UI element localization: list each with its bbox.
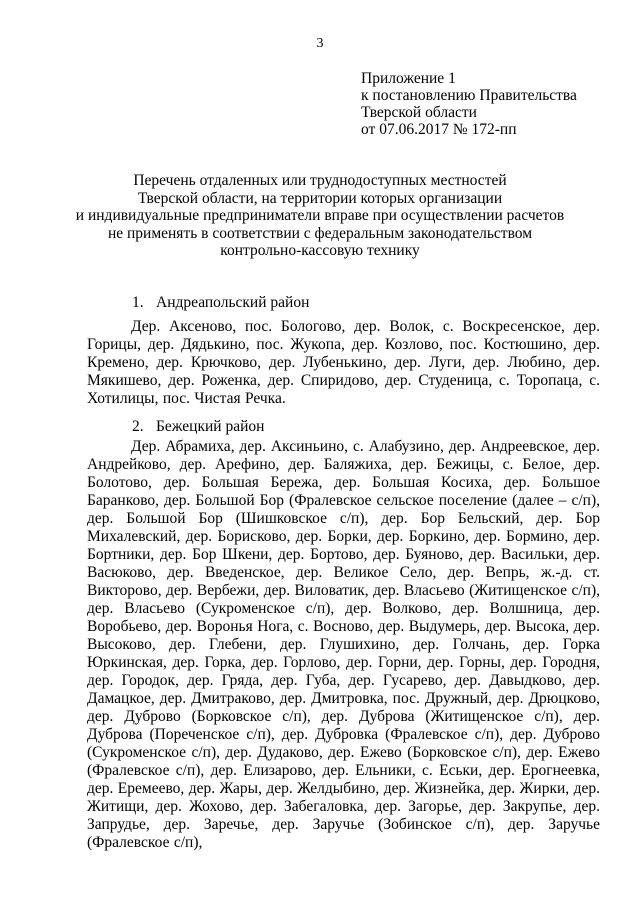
annex-line: к постановлению Правительства xyxy=(361,87,577,104)
title-line: Перечень отдаленных или труднодоступных местностей xyxy=(133,172,507,189)
section-heading-text: Андреапольский район xyxy=(156,294,310,311)
title-line: не применять в соответствии с федеральным законодательством xyxy=(107,224,533,242)
section-body: Дер. Аксеново, пос. Бологово, дер. Волок, с. Воскресенское, дер. Горицы, дер. Дядькино, пос. Жукопа, дер. Козлово, пос. Костюшино, дер. Кремено, дер. Крючково, дер. Лубенькино, дер. Луги, дер. Любино, дер. Мякишево, дер. Роженка, дер. Спиридово, дер. Студеница, с. Торопаца, с. Хотилицы, пос. Чистая Речка. xyxy=(87,318,600,407)
title-line: Тверской области, на территории которых организации xyxy=(137,189,503,207)
page-number: 3 xyxy=(316,36,324,51)
annex-line: Тверской области xyxy=(361,104,477,121)
section-heading-text: Бежецкий район xyxy=(156,418,265,435)
document-title xyxy=(40,172,600,260)
title-line: и индивидуальные предприниматели вправе при осуществлении расчетов xyxy=(75,207,565,225)
title-line: контрольно-кассовую технику xyxy=(220,242,420,260)
annex-block xyxy=(361,70,631,138)
section-body: Дер. Абрамиха, дер. Аксиньино, с. Алабузино, дер. Андреевское, дер. Андрейково, дер. Арефино, дер. Баляжиха, дер. Бежицы, с. Белое, дер. Болотово, дер. Большая Бережа, дер. Большая Косиха, дер. Большое Баранково, дер. Большой Бор (Фралевское сельское поселение (далее – с/п), дер. Большой Бор (Шишковское с/п), дер. Бор Бельский, дер. Бор Михалевский, дер. Борисково, дер. Борки, дер. Боркино, дер. Бормино, дер. Бортники, дер. Бор Шкени, дер. Бортово, дер. Буяново, дер. Васильки, дер. Васюково, дер. Введенское, дер. Великое Село, дер. Вепрь, ж.-д. ст. Викторово, дер. Вербежи, дер. Виловатик, дер. Власьево (Житищенское с/п), дер. Власьево (Сукроменское с/п), дер. Волково, дер. Волшница, дер. Воробьево, дер. Воронья Нога, с. Восново, дер. Выдумерь, дер. Высока, дер. Высоково, дер. Глебени, дер. Глушихино, дер. Голчань, дер. Горка Юркинская, дер. Горка, дер. Горлово, дер. Горни, дер. Горны, дер. Городня, дер. Городок, дер. Гряда, дер. Губа, дер. Гусарево, дер. Давыдково, дер. Дамацкое, дер. Дмитраково, дер. Дмитровка, пос. Дружный, дер. Дрюцково, дер. Дуброво (Борковское с/п), дер. Дуброва (Житищенское с/п), дер. Дуброва (Пореченское с/п), дер. Дубровка (Фралевское с/п), дер. Дуброво (Сукроменское с/п), дер. Дудаково, дер. Ежево (Борковское с/п), дер. Ежево (Фралевское с/п), дер. Елизарово, дер. Ельники, с. Еськи, дер. Ерогнеевка, дер. Еремеево, дер. Жары, дер. Желдыбино, дер. Жизнейка, дер. Жирки, дер. Житищи, дер. Жохово, дер. Забегаловка, дер. Загорье, дер. Закрупье, дер. Запрудье, дер. Заречье, дер. Заручье (Зобинское с/п), дер. Заручье (Фралевское с/п), xyxy=(87,438,600,851)
annex-line: Приложение 1 xyxy=(361,70,456,87)
section-heading xyxy=(87,294,600,312)
section-bezhetsk xyxy=(87,418,600,852)
annex-line: от 07.06.2017 № 172-пп xyxy=(361,121,517,138)
section-andreapol xyxy=(87,294,600,408)
section-number: 2. xyxy=(132,418,144,435)
section-number: 1. xyxy=(132,294,144,311)
section-heading xyxy=(87,418,600,436)
